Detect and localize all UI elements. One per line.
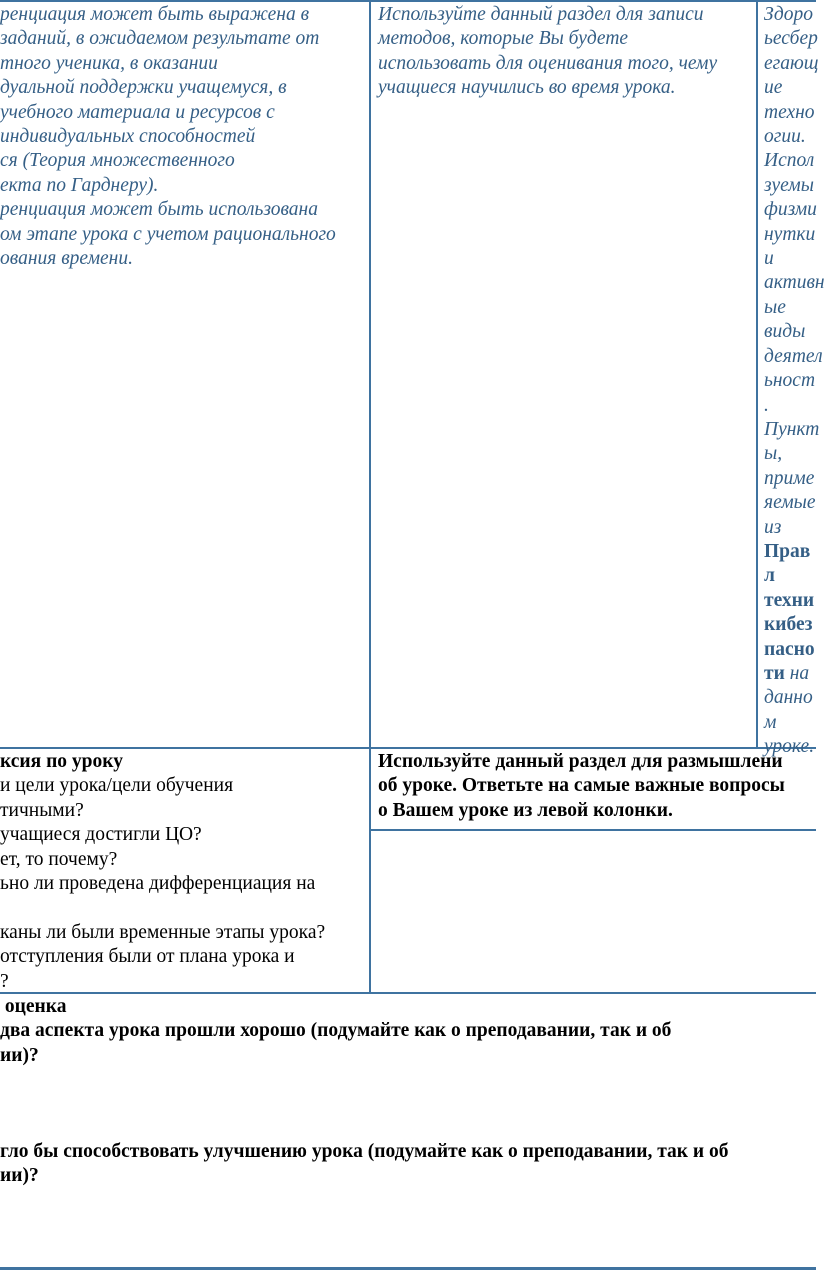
text-line: дуальной поддержки учащемуся, в — [0, 77, 287, 99]
text-line: два аспекта урока прошли хорошо (подумайте как о преподавании, так и об — [0, 1020, 672, 1042]
col-divider-1-top — [369, 0, 371, 993]
text-line: егающ — [764, 52, 819, 74]
text-line: и цели урока/цели обучения — [0, 775, 234, 797]
text-line: приме — [764, 467, 815, 489]
text-line: Здоро — [764, 4, 814, 25]
text-line: кибез — [764, 614, 813, 636]
text-line: ьесбер — [764, 28, 818, 50]
text-line: Испол — [764, 150, 815, 172]
italic-fragment: на — [784, 662, 810, 684]
health-safety-cell — [764, 3, 825, 760]
text-line: ии)? — [0, 1165, 39, 1187]
text-line: каны ли были временные этапы урока? — [0, 921, 326, 943]
text-line: тного ученика, в оказании — [0, 52, 218, 74]
text-line: заданий, в ожидаемом результате от — [0, 28, 320, 50]
text-line: использовать для оценивания того, чему — [378, 52, 718, 74]
text-line: Пункт — [764, 418, 820, 440]
text-line: нутки — [764, 223, 816, 245]
text-line: отступления были от плана урока и — [0, 946, 295, 968]
top-border — [0, 0, 816, 2]
text-line — [0, 896, 325, 920]
text-line: учащиеся научились во время урока. — [378, 77, 676, 99]
text-line: пасно — [764, 638, 815, 660]
bottom-border — [0, 1267, 816, 1270]
bold-fragment: ти — [764, 662, 785, 684]
text-line: ренциация может быть использована — [0, 199, 318, 221]
text-line: ? — [0, 970, 9, 992]
text-line: м — [764, 711, 777, 733]
text-line: уроке. — [764, 736, 815, 758]
text-line: техно — [764, 101, 815, 123]
text-line: Используйте данный раздел для размышлени — [378, 751, 783, 772]
text-line: . — [764, 394, 769, 416]
text-line: о Вашем уроке из левой колонки. — [378, 799, 673, 821]
differentiation-cell — [0, 3, 336, 271]
text-line: ся (Теория множественного — [0, 150, 235, 172]
row-divider-2 — [369, 829, 816, 831]
improvement-question — [0, 1140, 728, 1189]
text-line: и — [764, 248, 774, 270]
overall-assessment — [0, 995, 671, 1068]
text-line: физми — [764, 199, 817, 221]
text-line: ет, то почему? — [0, 848, 118, 870]
text-line: огии. — [764, 126, 806, 148]
assessment-methods-cell — [378, 3, 717, 101]
text-line: ые — [764, 296, 786, 318]
text-line: учебного материала и ресурсов с — [0, 101, 275, 123]
text-line: активн — [764, 272, 825, 294]
text-line: Используйте данный раздел для записи — [378, 4, 704, 25]
row-divider-1 — [0, 747, 816, 749]
text-line: зуемы — [764, 174, 814, 196]
reflection-instructions — [378, 750, 785, 823]
text-line — [764, 662, 825, 686]
text-line: деятел — [764, 345, 823, 367]
text-line: екта по Гарднеру). — [0, 174, 159, 196]
text-line: тичными? — [0, 799, 84, 821]
text-line: ьно ли проведена дифференциация на — [0, 873, 316, 895]
text-line: ии)? — [0, 1044, 39, 1066]
text-line: ом этапе урока с учетом рационального — [0, 223, 336, 245]
text-line: ренциация может быть выражена в — [0, 4, 310, 25]
col-divider-2-top — [756, 0, 758, 748]
text-line: методов, которые Вы будете — [378, 28, 629, 50]
text-line: данно — [764, 687, 813, 709]
text-line: ования времени. — [0, 248, 133, 270]
text-line: учащиеся достигли ЦО? — [0, 824, 202, 846]
text-line: об уроке. Ответьте на самые важные вопросы — [378, 775, 785, 797]
text-line: ксия по уроку — [0, 751, 123, 772]
text-line: гло бы способствовать улучшению урока (подумайте как о преподавании, так и об — [0, 1141, 729, 1162]
text-line: техни — [764, 589, 815, 611]
text-line: ие — [764, 77, 783, 99]
text-line: ы, — [764, 443, 783, 465]
text-line: из — [764, 516, 782, 538]
text-line: ьност — [764, 370, 816, 392]
lesson-reflection-questions — [0, 750, 325, 994]
text-line: яемые — [764, 492, 816, 514]
text-line: индивидуальных способностей — [0, 126, 256, 148]
text-line: оценка — [0, 996, 67, 1017]
text-line: виды — [764, 321, 806, 343]
text-line: Прав — [764, 540, 811, 562]
text-line: л — [764, 565, 775, 587]
